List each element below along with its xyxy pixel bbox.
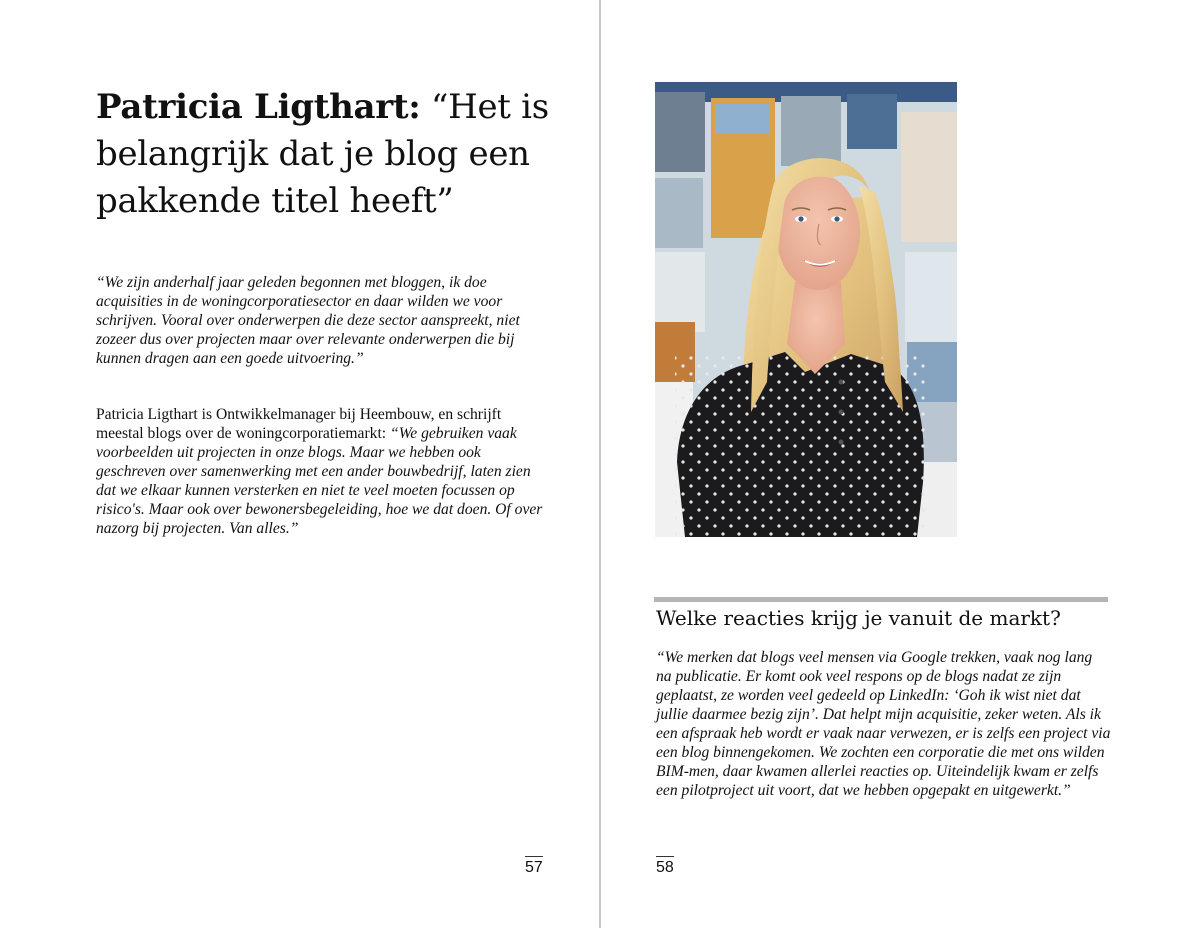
page-number-left: 57 [525, 856, 543, 877]
page-title [96, 84, 566, 225]
section-heading: Welke reacties krijg je vanuit de markt? [656, 606, 1061, 630]
portrait-photo [655, 82, 957, 537]
left-page [0, 0, 599, 928]
right-page [601, 0, 1200, 928]
answer-paragraph: “We merken dat blogs veel mensen via Google trekken, vaak nog lang na publicatie. Er komt ook veel respons op de blogs nadat ze zijn geplaatst, ze worden veel gedeeld op LinkedIn: ‘Goh ik wist niet dat jullie daarmee bezig zijn’. Dat helpt mijn acquisitie, zeker weten. Als ik een afspraak heb wordt er vaak naar verwezen, er is zelfs een project via een blog binnengekomen. We zochten een corporatie die met ons wilden BIM-men, daar kwamen allerlei reacties op. Uiteindelijk kwam er zelfs een pilotproject uit voort, dat we hebben opgepakt en uitgewerkt.” [656, 649, 1111, 799]
intro-text: Patricia Ligthart is Ontwikkelmanager bij Heembouw, en schrijft meestal blogs over de woningcorporatiemarkt: [96, 406, 502, 442]
quote-paragraph: “We zijn anderhalf jaar geleden begonnen met bloggen, ik doe acquisities in de woningcorporatiesector en daar wilden we voor schrijven. Vooral over onderwerpen die deze sector aanspreekt, niet zozeer dus over projecten maar over relevante onderwerpen die bij kunnen dragen aan een goede uitvoering.” [96, 274, 520, 367]
intro-paragraph [96, 405, 546, 538]
section-divider [654, 597, 1108, 602]
title-quote: “Het is belangrijk dat je blog een pakkende titel heeft” [96, 87, 549, 221]
intro-quote: “We gebruiken vaak voorbeelden uit projecten in onze blogs. Maar we hebben ook geschreven over samenwerking met een ander bouwbedrijf, laten zien dat we elkaar kunnen versterken en niet te veel moeten focussen op risico's. Maar ook over bewonersbegeleiding, hoe we dat doen. Of over nazorg bij projecten. Van alles.” [96, 425, 543, 537]
title-name: Patricia Ligthart: [96, 87, 421, 127]
page-number-right: 58 [656, 856, 674, 877]
